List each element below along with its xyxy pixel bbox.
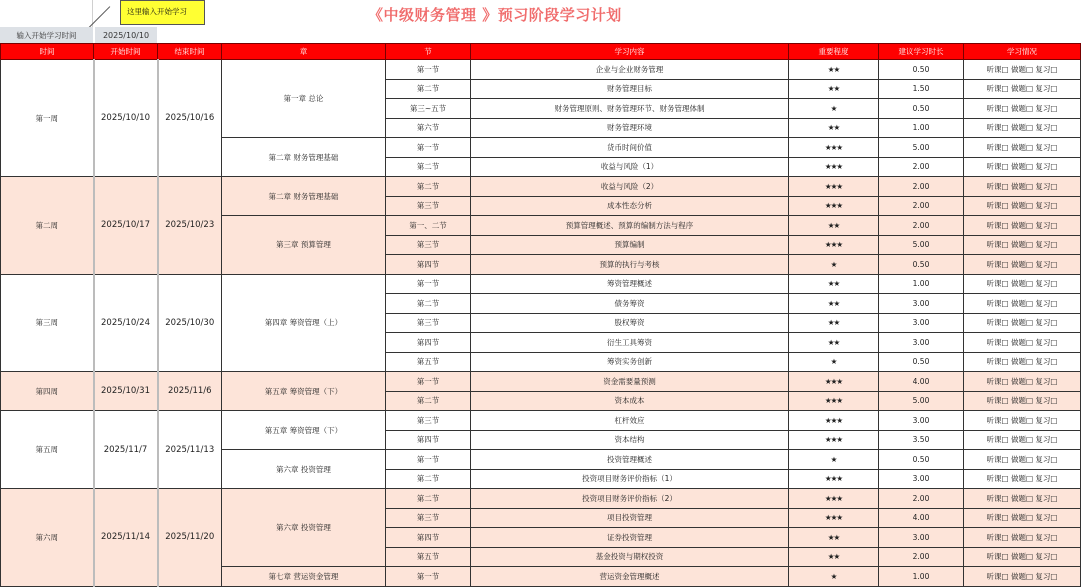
start-date-cell[interactable]: 2025/10/31 [94,372,158,411]
header-start: 开始时间 [94,44,158,60]
importance-stars[interactable]: ★★★ [789,411,879,431]
section-cell[interactable]: 第一节 [386,567,471,587]
table-row [1,60,1081,80]
section-cell[interactable]: 第五节 [386,352,471,372]
week-cell[interactable]: 第五周 [1,411,94,489]
study-plan-table [0,43,1081,587]
header-chapter: 章 [222,44,386,60]
section-cell[interactable]: 第二节 [386,157,471,177]
start-date-cell[interactable]: 2025/10/17 [94,177,158,275]
importance-stars[interactable]: ★★ [789,547,879,567]
chapter-cell[interactable]: 第五章 筹资管理（下） [222,372,386,411]
importance-stars[interactable]: ★★ [789,274,879,294]
week-cell[interactable]: 第六周 [1,489,94,587]
content-cell[interactable]: 收益与风险（2） [471,177,789,197]
table-row [1,489,1081,509]
table-row [1,372,1081,392]
hours-cell[interactable]: 1.00 [879,118,964,138]
hours-cell[interactable]: 3.00 [879,469,964,489]
study-status-checkboxes[interactable]: 听课□ 做题□ 复习□ [964,196,1081,216]
importance-stars[interactable]: ★★ [789,118,879,138]
hours-cell[interactable]: 3.00 [879,313,964,333]
hours-cell[interactable]: 0.50 [879,99,964,119]
importance-stars[interactable]: ★★★ [789,430,879,450]
header-week: 时间 [1,44,94,60]
section-cell[interactable]: 第三节 [386,235,471,255]
importance-stars[interactable]: ★ [789,255,879,275]
hours-cell[interactable]: 1.50 [879,79,964,99]
table-row [1,274,1081,294]
importance-stars[interactable]: ★★★ [789,372,879,392]
section-cell[interactable]: 第二节 [386,294,471,314]
study-status-checkboxes[interactable]: 听课□ 做题□ 复习□ [964,177,1081,197]
content-cell[interactable]: 财务管理原则、财务管理环节、财务管理体制 [471,99,789,119]
importance-stars[interactable]: ★★★ [789,508,879,528]
content-cell[interactable]: 预算编制 [471,235,789,255]
hours-cell[interactable]: 3.50 [879,430,964,450]
content-cell[interactable]: 投资项目财务评价指标（1） [471,469,789,489]
importance-stars[interactable]: ★ [789,352,879,372]
importance-stars[interactable]: ★ [789,567,879,587]
chapter-cell[interactable]: 第七章 营运资金管理 [222,567,386,587]
content-cell[interactable]: 杠杆效应 [471,411,789,431]
start-date-cell[interactable]: 2025/10/24 [94,274,158,372]
study-status-checkboxes[interactable]: 听课□ 做题□ 复习□ [964,411,1081,431]
table-body [1,60,1081,587]
section-cell[interactable]: 第四节 [386,255,471,275]
importance-stars[interactable]: ★★★ [789,469,879,489]
study-status-checkboxes[interactable]: 听课□ 做题□ 复习□ [964,567,1081,587]
hours-cell[interactable]: 2.00 [879,157,964,177]
importance-stars[interactable]: ★★ [789,60,879,80]
blank-cell [0,0,93,27]
header-importance: 重要程度 [789,44,879,60]
content-cell[interactable]: 预算管理概述、预算的编制方法与程序 [471,216,789,236]
start-date-input[interactable]: 2025/10/10 [95,27,157,43]
hours-cell[interactable]: 0.50 [879,352,964,372]
importance-stars[interactable]: ★★★ [789,489,879,509]
content-cell[interactable]: 投资管理概述 [471,450,789,470]
table-row [1,411,1081,431]
section-cell[interactable]: 第一、二节 [386,216,471,236]
chapter-cell[interactable]: 第三章 预算管理 [222,216,386,275]
header-section: 节 [386,44,471,60]
start-date-label: 输入开始学习时间 [0,27,93,43]
study-status-checkboxes[interactable]: 听课□ 做题□ 复习□ [964,450,1081,470]
hours-cell[interactable]: 1.00 [879,567,964,587]
sheet-top-area [0,0,1080,43]
week-cell[interactable]: 第三周 [1,274,94,372]
importance-stars[interactable]: ★★ [789,216,879,236]
hours-cell[interactable]: 2.00 [879,216,964,236]
section-cell[interactable]: 第四节 [386,430,471,450]
importance-stars[interactable]: ★★★ [789,196,879,216]
hours-cell[interactable]: 1.00 [879,274,964,294]
chapter-cell[interactable]: 第六章 投资管理 [222,489,386,567]
section-cell[interactable]: 第二节 [386,489,471,509]
comment-note: 这里输入开始学习 [120,0,205,25]
importance-stars[interactable]: ★★★ [789,157,879,177]
start-date-cell[interactable]: 2025/11/14 [94,489,158,587]
section-cell[interactable]: 第五节 [386,547,471,567]
content-cell[interactable]: 资本成本 [471,391,789,411]
section-cell[interactable]: 第二节 [386,469,471,489]
page-title: 《中级财务管理 》预习阶段学习计划 [368,6,622,24]
study-status-checkboxes[interactable]: 听课□ 做题□ 复习□ [964,489,1081,509]
hours-cell[interactable]: 4.00 [879,508,964,528]
content-cell[interactable]: 资金需要量预测 [471,372,789,392]
content-cell[interactable]: 财务管理目标 [471,79,789,99]
header-end: 结束时间 [158,44,222,60]
chapter-cell[interactable]: 第二章 财务管理基础 [222,138,386,177]
week-cell[interactable]: 第二周 [1,177,94,275]
content-cell[interactable]: 营运资金管理概述 [471,567,789,587]
section-cell[interactable]: 第二节 [386,177,471,197]
week-cell[interactable]: 第一周 [1,60,94,177]
section-cell[interactable]: 第三节 [386,313,471,333]
study-status-checkboxes[interactable]: 听课□ 做题□ 复习□ [964,352,1081,372]
hours-cell[interactable]: 5.00 [879,391,964,411]
importance-stars[interactable]: ★★ [789,79,879,99]
hours-cell[interactable]: 2.00 [879,489,964,509]
section-cell[interactable]: 第三节 [386,196,471,216]
section-cell[interactable]: 第一节 [386,372,471,392]
study-status-checkboxes[interactable]: 听课□ 做题□ 复习□ [964,430,1081,450]
content-cell[interactable]: 企业与企业财务管理 [471,60,789,80]
section-cell[interactable]: 第四节 [386,528,471,548]
end-date-cell[interactable]: 2025/10/23 [158,177,222,275]
content-cell[interactable]: 成本性态分析 [471,196,789,216]
hours-cell[interactable]: 3.00 [879,294,964,314]
study-status-checkboxes[interactable]: 听课□ 做题□ 复习□ [964,157,1081,177]
section-cell[interactable]: 第四节 [386,333,471,353]
hours-cell[interactable]: 5.00 [879,235,964,255]
study-status-checkboxes[interactable]: 听课□ 做题□ 复习□ [964,60,1081,80]
study-status-checkboxes[interactable]: 听课□ 做题□ 复习□ [964,274,1081,294]
hours-cell[interactable]: 0.50 [879,60,964,80]
study-status-checkboxes[interactable]: 听课□ 做题□ 复习□ [964,118,1081,138]
study-status-checkboxes[interactable]: 听课□ 做题□ 复习□ [964,255,1081,275]
chapter-cell[interactable]: 第二章 财务管理基础 [222,177,386,216]
study-status-checkboxes[interactable]: 听课□ 做题□ 复习□ [964,391,1081,411]
end-date-cell[interactable]: 2025/11/6 [158,372,222,411]
end-date-cell[interactable]: 2025/11/13 [158,411,222,489]
importance-stars[interactable]: ★★★ [789,177,879,197]
content-cell[interactable]: 基金投资与期权投资 [471,547,789,567]
end-date-cell[interactable]: 2025/11/20 [158,489,222,587]
section-cell[interactable]: 第三节 [386,508,471,528]
importance-stars[interactable]: ★★★ [789,391,879,411]
study-status-checkboxes[interactable]: 听课□ 做题□ 复习□ [964,547,1081,567]
hours-cell[interactable]: 3.00 [879,411,964,431]
start-date-cell[interactable]: 2025/11/7 [94,411,158,489]
content-cell[interactable]: 债务筹资 [471,294,789,314]
study-status-checkboxes[interactable]: 听课□ 做题□ 复习□ [964,294,1081,314]
importance-stars[interactable]: ★★ [789,528,879,548]
end-date-cell[interactable]: 2025/10/16 [158,60,222,177]
content-cell[interactable]: 预算的执行与考核 [471,255,789,275]
header-content: 学习内容 [471,44,789,60]
study-status-checkboxes[interactable]: 听课□ 做题□ 复习□ [964,79,1081,99]
study-status-checkboxes[interactable]: 听课□ 做题□ 复习□ [964,235,1081,255]
hours-cell[interactable]: 3.00 [879,528,964,548]
header-status: 学习情况 [964,44,1081,60]
section-cell[interactable]: 第一节 [386,138,471,158]
importance-stars[interactable]: ★★ [789,333,879,353]
importance-stars[interactable]: ★★ [789,294,879,314]
chapter-cell[interactable]: 第六章 投资管理 [222,450,386,489]
chapter-cell[interactable]: 第五章 筹资管理（下） [222,411,386,450]
content-cell[interactable]: 证券投资管理 [471,528,789,548]
hours-cell[interactable]: 2.00 [879,177,964,197]
content-cell[interactable]: 衍生工具筹资 [471,333,789,353]
section-cell[interactable]: 第一节 [386,450,471,470]
table-row [1,177,1081,197]
study-status-checkboxes[interactable]: 听课□ 做题□ 复习□ [964,528,1081,548]
study-status-checkboxes[interactable]: 听课□ 做题□ 复习□ [964,469,1081,489]
study-status-checkboxes[interactable]: 听课□ 做题□ 复习□ [964,99,1081,119]
study-status-checkboxes[interactable]: 听课□ 做题□ 复习□ [964,313,1081,333]
importance-stars[interactable]: ★ [789,450,879,470]
section-cell[interactable]: 第三~五节 [386,99,471,119]
content-cell[interactable]: 股权筹资 [471,313,789,333]
hours-cell[interactable]: 0.50 [879,450,964,470]
chapter-cell[interactable]: 第一章 总论 [222,60,386,138]
section-cell[interactable]: 第三节 [386,411,471,431]
start-date-cell[interactable]: 2025/10/10 [94,60,158,177]
week-cell[interactable]: 第四周 [1,372,94,411]
content-cell[interactable]: 财务管理环境 [471,118,789,138]
importance-stars[interactable]: ★ [789,99,879,119]
content-cell[interactable]: 筹资实务创新 [471,352,789,372]
study-status-checkboxes[interactable]: 听课□ 做题□ 复习□ [964,138,1081,158]
section-cell[interactable]: 第二节 [386,391,471,411]
content-cell[interactable]: 资本结构 [471,430,789,450]
hours-cell[interactable]: 2.00 [879,196,964,216]
header-hours: 建议学习时长 [879,44,964,60]
hours-cell[interactable]: 2.00 [879,547,964,567]
hours-cell[interactable]: 3.00 [879,333,964,353]
study-status-checkboxes[interactable]: 听课□ 做题□ 复习□ [964,216,1081,236]
importance-stars[interactable]: ★★★ [789,235,879,255]
study-status-checkboxes[interactable]: 听课□ 做题□ 复习□ [964,372,1081,392]
content-cell[interactable]: 投资项目财务评价指标（2） [471,489,789,509]
end-date-cell[interactable]: 2025/10/30 [158,274,222,372]
importance-stars[interactable]: ★★ [789,313,879,333]
hours-cell[interactable]: 0.50 [879,255,964,275]
header-row [1,44,1081,60]
importance-stars[interactable]: ★★★ [789,138,879,158]
content-cell[interactable]: 项目投资管理 [471,508,789,528]
chapter-cell[interactable]: 第四章 筹资管理（上） [222,274,386,372]
study-status-checkboxes[interactable]: 听课□ 做题□ 复习□ [964,508,1081,528]
hours-cell[interactable]: 4.00 [879,372,964,392]
content-cell[interactable]: 收益与风险（1） [471,157,789,177]
content-cell[interactable]: 货币时间价值 [471,138,789,158]
section-cell[interactable]: 第六节 [386,118,471,138]
section-cell[interactable]: 第一节 [386,60,471,80]
hours-cell[interactable]: 5.00 [879,138,964,158]
section-cell[interactable]: 第一节 [386,274,471,294]
study-status-checkboxes[interactable]: 听课□ 做题□ 复习□ [964,333,1081,353]
content-cell[interactable]: 筹资管理概述 [471,274,789,294]
section-cell[interactable]: 第二节 [386,79,471,99]
